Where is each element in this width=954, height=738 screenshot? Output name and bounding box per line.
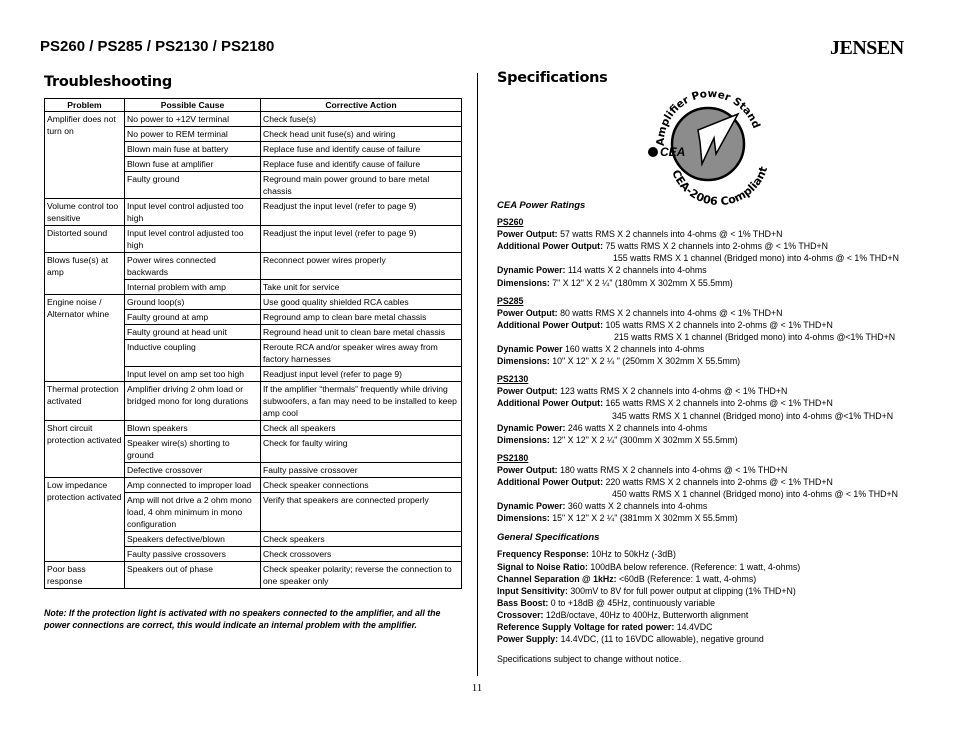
spec-line: [497, 464, 927, 476]
table-row: [45, 382, 462, 421]
model-spec-block: [497, 216, 927, 289]
table-row: [45, 562, 462, 589]
general-spec-line: [497, 597, 927, 609]
general-spec-line: [497, 621, 927, 633]
spec-value: 12dB/octave, 40Hz to 400Hz, Butterworth alignment: [545, 609, 749, 620]
cause-cell: Blown speakers: [125, 421, 261, 436]
spec-value: 57 watts RMS X 2 channels into 4-ohms @ < 1% THD+N: [560, 229, 783, 240]
spec-label: Input Sensitivity:: [497, 585, 568, 596]
spec-value: 105 watts RMS X 2 channels into 2-ohms @ < 1% THD+N: [605, 319, 833, 330]
action-cell: Check all speakers: [261, 421, 462, 436]
general-specifications-list: [497, 548, 927, 645]
action-cell: Verify that speakers are connected properly: [261, 493, 462, 532]
action-cell: Take unit for service: [261, 280, 462, 295]
action-cell: Check speaker polarity; reverse the connection to one speaker only: [261, 562, 462, 589]
action-cell: Check for faulty wiring: [261, 436, 462, 463]
action-cell: Check crossovers: [261, 547, 462, 562]
spec-line: [497, 500, 927, 512]
column-header: Corrective Action: [261, 99, 462, 112]
troubleshooting-table-body: [45, 112, 462, 589]
jensen-logo: JENSEN: [830, 37, 904, 59]
spec-label: Power Output:: [497, 386, 558, 397]
spec-value: 80 watts RMS X 2 channels into 4-ohms @ < 1% THD+N: [560, 307, 783, 318]
spec-label: Additional Power Output:: [497, 319, 604, 330]
model-name: PS2130: [497, 374, 529, 385]
table-row: [45, 112, 462, 127]
cause-cell: Blown main fuse at battery: [125, 142, 261, 157]
action-cell: Reground amp to clean bare metal chassis: [261, 310, 462, 325]
document-title: PS260 / PS285 / PS2130 / PS2180: [40, 38, 275, 55]
cause-cell: Faulty ground: [125, 172, 261, 199]
cause-cell: Faulty ground at head unit: [125, 325, 261, 340]
spec-label: Reference Supply Voltage for rated power:: [497, 622, 675, 632]
action-cell: Readjust input level (refer to page 9): [261, 367, 462, 382]
spec-line: [497, 434, 927, 446]
spec-value: 114 watts X 2 channels into 4-ohms: [567, 265, 707, 276]
general-spec-line: [497, 633, 927, 645]
spec-footnote: Specifications subject to change without notice.: [497, 654, 682, 665]
action-cell: Reground head unit to clean bare metal chassis: [261, 325, 462, 340]
problem-cell: Distorted sound: [45, 226, 125, 253]
model-spec-block: [497, 452, 927, 525]
general-spec-line: [497, 561, 927, 573]
cause-cell: Ground loop(s): [125, 295, 261, 310]
spec-line: [497, 277, 927, 289]
spec-value: 12" X 12" X 2 ¼" (300mm X 302mm X 55.5mm): [552, 434, 738, 445]
action-cell: Readjust the input level (refer to page 9): [261, 199, 462, 226]
table-row: [45, 226, 462, 253]
problem-cell: Amplifier does not turn on: [45, 112, 125, 199]
cea-badge: [648, 145, 685, 159]
model-ratings: [497, 216, 927, 524]
action-cell: Readjust the input level (refer to page 9): [261, 226, 462, 253]
spec-label: Additional Power Output:: [497, 241, 604, 252]
cea-2006-compliant-logo: [642, 80, 776, 208]
spec-label: Dimensions:: [497, 277, 550, 288]
cause-cell: Power wires connected backwards: [125, 253, 261, 280]
problem-cell: Thermal protection activated: [45, 382, 125, 421]
svg-text:CEA-2006 Compliant: CEA-2006 Compliant: [669, 164, 771, 208]
cause-cell: Speakers out of phase: [125, 562, 261, 589]
action-cell: Check fuse(s): [261, 112, 462, 127]
spec-label: Power Output:: [497, 307, 558, 318]
spec-value: 15" X 12" X 2 ¼" (381mm X 302mm X 55.5mm): [552, 513, 738, 524]
action-cell: Reroute RCA and/or speaker wires away from factory harnesses: [261, 340, 462, 367]
spec-line: [497, 264, 927, 276]
spec-value: 450 watts RMS X 1 channel (Bridged mono) into 4-ohms @ < 1% THD+N: [612, 489, 898, 500]
spec-label: Power Output:: [497, 464, 558, 475]
spec-line: [497, 252, 927, 264]
spec-value: 220 watts RMS X 2 channels into 2-ohms @ < 1% THD+N: [605, 476, 833, 487]
spec-value: 14.4VDC: [676, 622, 713, 632]
general-spec-line: [497, 609, 927, 621]
spec-label: Power Output:: [497, 229, 558, 240]
model-name: PS285: [497, 295, 524, 306]
action-cell: Check speakers: [261, 532, 462, 547]
spec-line: [497, 240, 927, 252]
table-row: [45, 253, 462, 280]
spec-value: 180 watts RMS X 2 channels into 4-ohms @ < 1% THD+N: [560, 464, 788, 475]
spec-value: 215 watts RMS X 1 channel (Bridged mono) into 4-ohms @<1% THD+N: [614, 331, 896, 342]
spec-line: [497, 385, 927, 397]
spec-line: [497, 343, 927, 355]
action-cell: Check speaker connections: [261, 478, 462, 493]
action-cell: Check head unit fuse(s) and wiring: [261, 127, 462, 142]
action-cell: Reconnect power wires properly: [261, 253, 462, 280]
model-spec-block: [497, 373, 927, 446]
general-spec-line: [497, 548, 927, 560]
spec-value: 7" X 12" X 2 ¼" (180mm X 302mm X 55.5mm): [552, 277, 733, 288]
spec-line: [497, 331, 927, 343]
cause-cell: Amp will not drive a 2 ohm mono load, 4 ohm minimum in mono configuration: [125, 493, 261, 532]
cause-cell: Internal problem with amp: [125, 280, 261, 295]
cause-cell: Faulty passive crossovers: [125, 547, 261, 562]
cause-cell: Input level control adjusted too high: [125, 226, 261, 253]
spec-line: [497, 355, 927, 367]
spec-value: 10Hz to 50kHz (-3dB): [591, 549, 676, 560]
spec-value: 10" X 12" X 2 ¼ " (250mm X 302mm X 55.5mm): [552, 356, 741, 367]
cea-logo-icon: [642, 80, 776, 208]
spec-label: Frequency Response:: [497, 549, 589, 560]
table-row: [45, 478, 462, 493]
action-cell: Replace fuse and identify cause of failure: [261, 142, 462, 157]
spec-label: Dimensions:: [497, 513, 550, 524]
problem-cell: Blows fuse(s) at amp: [45, 253, 125, 295]
svg-text:CEA: CEA: [660, 145, 686, 159]
spec-line: [497, 228, 927, 240]
spec-line: [497, 422, 927, 434]
spec-line: [497, 307, 927, 319]
spec-value: 300mV to 8V for full power output at clipping (1% THD+N): [570, 585, 796, 596]
general-spec-line: [497, 585, 927, 597]
spec-line: [497, 397, 927, 409]
cause-cell: Blown fuse at amplifier: [125, 157, 261, 172]
spec-value: 123 watts RMS X 2 channels into 4-ohms @ < 1% THD+N: [560, 386, 788, 397]
cause-cell: No power to REM terminal: [125, 127, 261, 142]
general-specifications-heading: General Specifications: [497, 532, 600, 544]
cause-cell: Faulty ground at amp: [125, 310, 261, 325]
spec-line: [497, 410, 927, 422]
problem-cell: Low impedance protection activated: [45, 478, 125, 562]
action-cell: Faulty passive crossover: [261, 463, 462, 478]
troubleshooting-heading: Troubleshooting: [44, 74, 172, 90]
action-cell: Reground main power ground to bare metal chassis: [261, 172, 462, 199]
spec-value: 360 watts X 2 channels into 4-ohms: [567, 501, 708, 512]
cea-power-ratings-heading: CEA Power Ratings: [497, 200, 586, 211]
cause-cell: Input level on amp set too high: [125, 367, 261, 382]
problem-cell: Short circuit protection activated: [45, 421, 125, 478]
spec-value: 75 watts RMS X 2 channels into 2-ohms @ < 1% THD+N: [605, 241, 828, 252]
table-row: [45, 421, 462, 436]
model-name: PS2180: [497, 452, 529, 463]
general-spec-line: [497, 573, 927, 585]
cause-cell: No power to +12V terminal: [125, 112, 261, 127]
spec-label: Dynamic Power:: [497, 501, 566, 512]
spec-label: Dimensions:: [497, 356, 550, 367]
problem-cell: Poor bass response: [45, 562, 125, 589]
spec-line: [497, 476, 927, 488]
table-row: [45, 199, 462, 226]
spec-value: 246 watts X 2 channels into 4-ohms: [567, 422, 708, 433]
model-name: PS260: [497, 217, 524, 228]
spec-value: 165 watts RMS X 2 channels into 2-ohms @ < 1% THD+N: [605, 398, 833, 409]
spec-label: Crossover:: [497, 609, 544, 620]
spec-value: <60dB (Reference: 1 watt, 4-ohms): [619, 573, 757, 584]
cause-cell: Defective crossover: [125, 463, 261, 478]
action-cell: Replace fuse and identify cause of failure: [261, 157, 462, 172]
action-cell: Use good quality shielded RCA cables: [261, 295, 462, 310]
spec-value: 155 watts RMS X 1 channel (Bridged mono) into 4-ohms @ < 1% THD+N: [613, 253, 899, 264]
column-divider: [477, 73, 478, 676]
model-spec-block: [497, 295, 927, 368]
spec-label: Power Supply:: [497, 634, 559, 645]
page-number: 11: [471, 682, 483, 694]
spec-label: Dimensions:: [497, 434, 550, 445]
spec-line: [497, 488, 927, 500]
column-header: Problem: [45, 99, 125, 112]
table-row: [45, 295, 462, 310]
spec-value: 0 to +18dB @ 45Hz, continuously variable: [550, 597, 715, 608]
cause-cell: Amp connected to improper load: [125, 478, 261, 493]
spec-line: [497, 512, 927, 524]
spec-label: Additional Power Output:: [497, 398, 604, 409]
svg-text:Amplifier Power Standard: Amplifier Power Stand: [654, 87, 763, 147]
spec-label: Additional Power Output:: [497, 476, 604, 487]
spec-value: 100dBA below reference. (Reference: 1 watt, 4-ohms): [590, 561, 801, 572]
protection-note: Note: If the protection light is activated with no speakers connected to the amplifier, and all the power connections are correct, this would indicate an internal problem with the amplifier.: [44, 608, 441, 630]
problem-cell: Engine noise / Alternator whine: [45, 295, 125, 382]
spec-label: Bass Boost:: [497, 597, 549, 608]
spec-label: Dynamic Power:: [497, 265, 566, 276]
column-header: Possible Cause: [125, 99, 261, 112]
spec-label: Dynamic Power:: [497, 422, 566, 433]
cause-cell: Speaker wire(s) shorting to ground: [125, 436, 261, 463]
problem-cell: Volume control too sensitive: [45, 199, 125, 226]
cause-cell: Input level control adjusted too high: [125, 199, 261, 226]
spec-value: 14.4VDC, (11 to 16VDC allowable), negative ground: [560, 634, 764, 645]
action-cell: If the amplifier “thermals” frequently while driving subwoofers, a fan may need to be installed to keep amp cool: [261, 382, 462, 421]
table-header-row: [45, 99, 462, 112]
cause-cell: Inductive coupling: [125, 340, 261, 367]
spec-label: Channel Separation @ 1kHz:: [497, 573, 617, 584]
spec-label: Signal to Noise Ratio:: [497, 561, 588, 572]
cause-cell: Amplifier driving 2 ohm load or bridged mono for long durations: [125, 382, 261, 421]
cause-cell: Speakers defective/blown: [125, 532, 261, 547]
spec-value: 345 watts RMS X 1 channel (Bridged mono) into 4-ohms @<1% THD+N: [612, 410, 894, 421]
spec-line: [497, 319, 927, 331]
spec-value: 160 watts X 2 channels into 4-ohms: [564, 344, 705, 355]
spec-label: Dynamic Power: [497, 344, 563, 355]
specifications-heading: Specifications: [497, 70, 608, 86]
troubleshooting-table: [44, 98, 462, 589]
specifications-section: [497, 200, 927, 665]
